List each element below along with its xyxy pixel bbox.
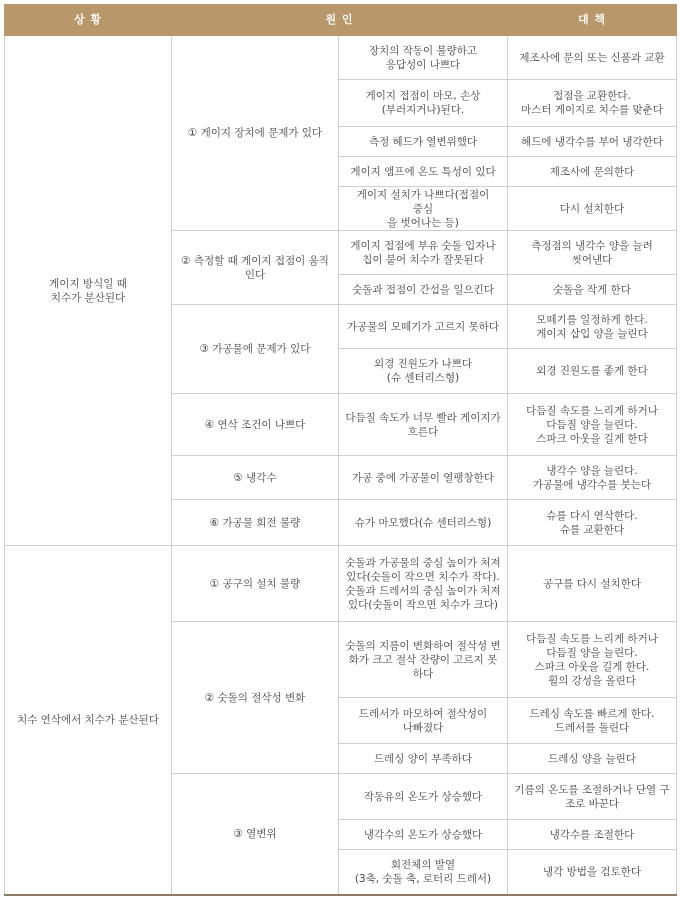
measure-cell: 다듬질 속도를 느리게 하거나 다듬질 양을 늘린다. 스파크 아웃을 길게 한다. 휠의 강성을 올린다 bbox=[508, 622, 677, 698]
cause-detail-cell: 다듬질 속도가 너무 빨라 게이지가 흐른다 bbox=[339, 394, 508, 456]
cause-cell: ① 공구의 설치 불량 bbox=[172, 546, 339, 622]
cause-detail-cell: 슈가 마모했다(슈 센터리스형) bbox=[339, 500, 508, 546]
measure-cell: 다듬질 속도를 느리게 하거나 다듬질 양을 늘린다. 스파크 아웃을 길게 한다 bbox=[508, 394, 677, 456]
header-measure: 대 책 bbox=[508, 5, 677, 36]
table-row bbox=[5, 36, 677, 80]
cause-detail-cell: 회전체의 발열 (3축, 숫돌 축, 로터리 드레서) bbox=[339, 850, 508, 895]
header-cause: 원 인 bbox=[172, 5, 508, 36]
cause-detail-cell: 게이지 앰프에 온도 특성이 있다 bbox=[339, 157, 508, 187]
cause-cell: ② 측정할 때 게이지 접점이 움직 인다 bbox=[172, 231, 339, 305]
cause-cell: ③ 열변위 bbox=[172, 774, 339, 895]
header-row bbox=[5, 5, 677, 36]
measure-cell: 제조사에 문의한다 bbox=[508, 157, 677, 187]
measure-cell: 드레싱 속도를 빠르게 한다. 드레서를 돌린다 bbox=[508, 698, 677, 744]
measure-cell: 헤드에 냉각수를 부어 냉각한다 bbox=[508, 127, 677, 157]
measure-cell: 제조사에 문의 또는 신품과 교환 bbox=[508, 36, 677, 80]
header-situation: 상 황 bbox=[5, 5, 172, 36]
cause-detail-cell: 숫돌의 지름이 변화하여 절삭성 변 화가 크고 절삭 잔량이 고르지 못 하다 bbox=[339, 622, 508, 698]
cause-detail-cell: 가공물의 모떼기가 고르지 못하다 bbox=[339, 305, 508, 349]
cause-detail-cell: 드레싱 양이 부족하다 bbox=[339, 744, 508, 774]
cause-detail-cell: 작동유의 온도가 상승했다 bbox=[339, 774, 508, 820]
measure-cell: 접점을 교환한다. 마스터 게이지로 치수를 맞춘다 bbox=[508, 80, 677, 127]
cause-detail-cell: 숫돌과 가공물의 중심 높이가 처져 있다(숫돌이 작으면 치수가 작다). 숫돌과 드레서의 중심 높이가 처져 있다(숫돌이 작으면 치수가 크다) bbox=[339, 546, 508, 622]
measure-cell: 외경 진원도를 좋게 한다 bbox=[508, 349, 677, 394]
situation-cell: 치수 연삭에서 치수가 분산된다 bbox=[5, 546, 172, 895]
cause-cell: ③ 가공물에 문제가 있다 bbox=[172, 305, 339, 394]
cause-detail-cell: 가공 중에 가공물이 열팽창한다 bbox=[339, 456, 508, 500]
cause-detail-cell: 냉각수의 온도가 상승했다 bbox=[339, 820, 508, 850]
table-body bbox=[5, 36, 677, 895]
cause-cell: ④ 연삭 조건이 나쁘다 bbox=[172, 394, 339, 456]
measure-cell: 모떼기를 일정하게 한다. 게이지 삽입 양을 늘린다 bbox=[508, 305, 677, 349]
measure-cell: 기름의 온도를 조절하거나 단열 구 조로 바꾼다 bbox=[508, 774, 677, 820]
cause-cell: ② 숫돌의 절삭성 변화 bbox=[172, 622, 339, 774]
situation-cell: 게이지 방식일 때 치수가 분산된다 bbox=[5, 36, 172, 546]
measure-cell: 냉각수 양을 늘린다. 가공물에 냉각수를 붓는다 bbox=[508, 456, 677, 500]
measure-cell: 슈를 다시 연삭한다. 슈를 교환한다 bbox=[508, 500, 677, 546]
measure-cell: 측정점의 냉각수 양을 늘려 씻어낸다 bbox=[508, 231, 677, 275]
troubleshooting-table bbox=[4, 4, 677, 896]
cause-detail-cell: 게이지 설치가 나쁘다(접점이 중심 을 벗어나는 등) bbox=[339, 187, 508, 231]
measure-cell: 드레싱 양을 늘린다 bbox=[508, 744, 677, 774]
cause-cell: ⑥ 가공물 회전 불량 bbox=[172, 500, 339, 546]
measure-cell: 냉각 방법을 검토한다 bbox=[508, 850, 677, 895]
cause-detail-cell: 게이지 접점에 부유 숫돌 입자나 칩이 붙어 치수가 잘못된다 bbox=[339, 231, 508, 275]
cause-detail-cell: 숫돌과 접점이 간섭을 일으킨다 bbox=[339, 275, 508, 305]
measure-cell: 다시 설치한다 bbox=[508, 187, 677, 231]
cause-detail-cell: 장치의 작동이 불량하고 응답성이 나쁘다 bbox=[339, 36, 508, 80]
measure-cell: 공구를 다시 설치한다 bbox=[508, 546, 677, 622]
cause-detail-cell: 외경 진원도가 나쁘다 (슈 센터리스형) bbox=[339, 349, 508, 394]
cause-detail-cell: 드레서가 마모하여 절삭성이 나빠졌다 bbox=[339, 698, 508, 744]
measure-cell: 냉각수를 조절한다 bbox=[508, 820, 677, 850]
cause-detail-cell: 측정 헤드가 열변위했다 bbox=[339, 127, 508, 157]
measure-cell: 숫돌을 작게 한다 bbox=[508, 275, 677, 305]
cause-cell: ① 게이지 장치에 문제가 있다 bbox=[172, 36, 339, 231]
cause-cell: ⑤ 냉각수 bbox=[172, 456, 339, 500]
table-row bbox=[5, 546, 677, 622]
cause-detail-cell: 게이지 접점이 마모, 손상 (부러지거나)된다. bbox=[339, 80, 508, 127]
